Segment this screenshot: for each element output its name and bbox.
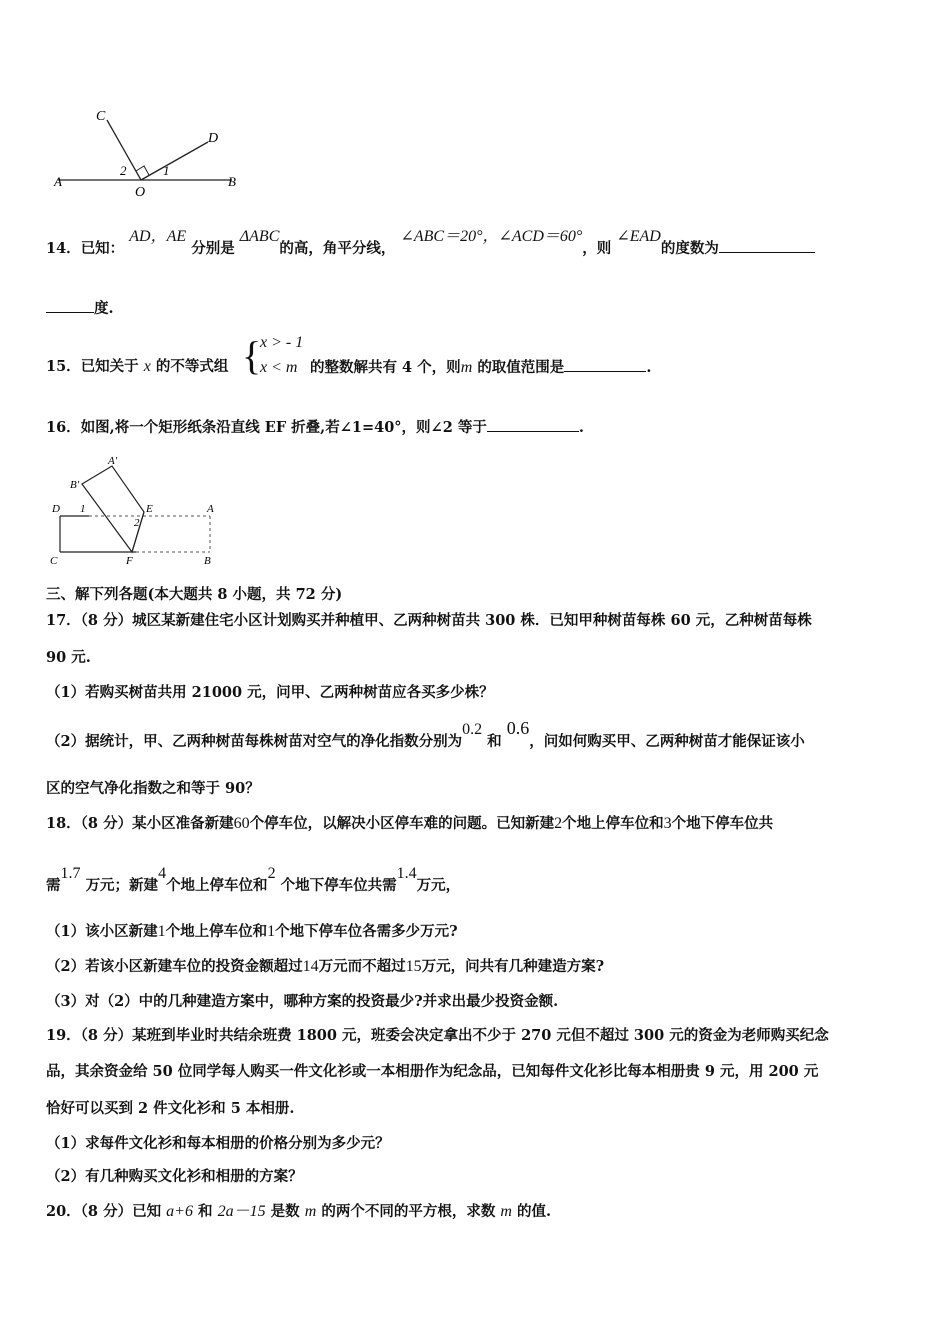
- label-angle-2: 2: [120, 163, 127, 178]
- q17-part-1: （1）若购买树苗共用 21000 元，问甲、乙两种树苗应各买多少株？: [46, 684, 494, 701]
- q19-line-1: 19．（8 分）某班到毕业时共结余班费 1800 元，班委会决定拿出不少于 270 元但不超过 300 元的资金为老师购买纪念: [46, 1027, 829, 1044]
- q15: 15．已知关于 x 的不等式组 { x > - 1 x < m 的整数解共有 4 个，则m 的取值范围是 .: [46, 333, 652, 378]
- angle-figure: [50, 100, 250, 200]
- system-line-1: x > - 1: [260, 334, 304, 351]
- q14-line-2: 度.: [46, 298, 114, 319]
- svg-text:B′: B′: [70, 479, 80, 491]
- section-3-heading: 三、解下列各题(本大题共 8 小题，共 72 分): [46, 586, 343, 603]
- q18-line-1: 18．（8 分）某小区准备新建60个停车位，以解决小区停车难的问题。已知新建2个地上停车位和3个地下停车位共: [46, 815, 774, 832]
- q17-part-2-cont: 区的空气净化指数之和等于 90？: [46, 780, 260, 797]
- svg-text:B: B: [204, 555, 211, 567]
- label-angle-1: 1: [163, 163, 170, 178]
- svg-text:A: A: [207, 503, 214, 515]
- svg-text:C: C: [50, 555, 58, 567]
- folded-part: [82, 466, 144, 552]
- system-line-2: x < m: [260, 359, 298, 376]
- q16: 16．如图,将一个矩形纸条沿直线 EF 折叠,若∠1=40°，则∠2 等于 .: [46, 419, 584, 436]
- answer-blank-q16: [487, 417, 579, 432]
- answer-blank-q15: [564, 357, 646, 372]
- system-brace: {: [242, 333, 262, 378]
- q18-line-2: 需1.7 万元；新建4个地上停车位和2 个地下停车位共需1.4万元，: [46, 865, 461, 894]
- q19-line-3: 恰好可以买到 2 件文化衫和 5 本相册.: [46, 1100, 295, 1117]
- q19-part-1: （1）求每件文化衫和每本相册的价格分别为多少元？: [46, 1135, 390, 1152]
- label-b: B: [228, 174, 236, 189]
- label-o: O: [135, 185, 146, 200]
- svg-text:2: 2: [134, 517, 140, 529]
- q17-part-2: （2）据统计，甲、乙两种树苗每株树苗对空气的净化指数分别为0.2 和 0.6，问如何购买甲、乙两种树苗才能保证该小: [46, 718, 805, 750]
- q18-part-1: （1）该小区新建1个地上停车位和1个地下停车位各需多少万元?: [46, 923, 458, 940]
- q17-line-2: 90 元.: [46, 649, 91, 666]
- q18-part-3: （3）对（2）中的几种建造方案中，哪种方案的投资最少?并求出最少投资金额.: [46, 993, 559, 1010]
- label-c: C: [96, 109, 106, 124]
- ray-od: [141, 142, 208, 180]
- fold-figure: [44, 450, 224, 570]
- svg-text:1: 1: [80, 503, 86, 515]
- svg-text:A′: A′: [108, 455, 118, 467]
- q20: 20．（8 分）已知 a+6 和 2a－15 是数 m 的两个不同的平方根，求数 m 的值.: [46, 1203, 552, 1220]
- answer-blank-q14: [719, 238, 815, 253]
- q17-line-1: 17．（8 分）城区某新建住宅小区计划购买并种植甲、乙两种树苗共 300 株．已知甲种树苗每株 60 元，乙种树苗每株: [46, 612, 812, 629]
- answer-blank-q14-cont: [46, 298, 94, 313]
- q18-part-2: （2）若该小区新建车位的投资金额超过14万元而不超过15万元，问共有几种建造方案?: [46, 958, 605, 975]
- q19-part-2: （2）有几种购买文化衫和相册的方案？: [46, 1168, 303, 1185]
- q14-line-1: 14．已知： AD，AE 分别是 ΔABC的高，角平分线， ∠ABC＝20°，∠ACD＝60°，则 ∠EAD的度数为: [46, 238, 815, 259]
- label-a: A: [54, 174, 62, 189]
- label-d: D: [208, 131, 219, 146]
- svg-text:E: E: [146, 503, 153, 515]
- q19-line-2: 品，其余资金给 50 位同学每人购买一件文化衫或一本相册作为纪念品，已知每件文化衫比每本相册贵 9 元，用 200 元: [46, 1063, 819, 1080]
- svg-text:D: D: [52, 503, 60, 515]
- svg-text:F: F: [126, 555, 133, 567]
